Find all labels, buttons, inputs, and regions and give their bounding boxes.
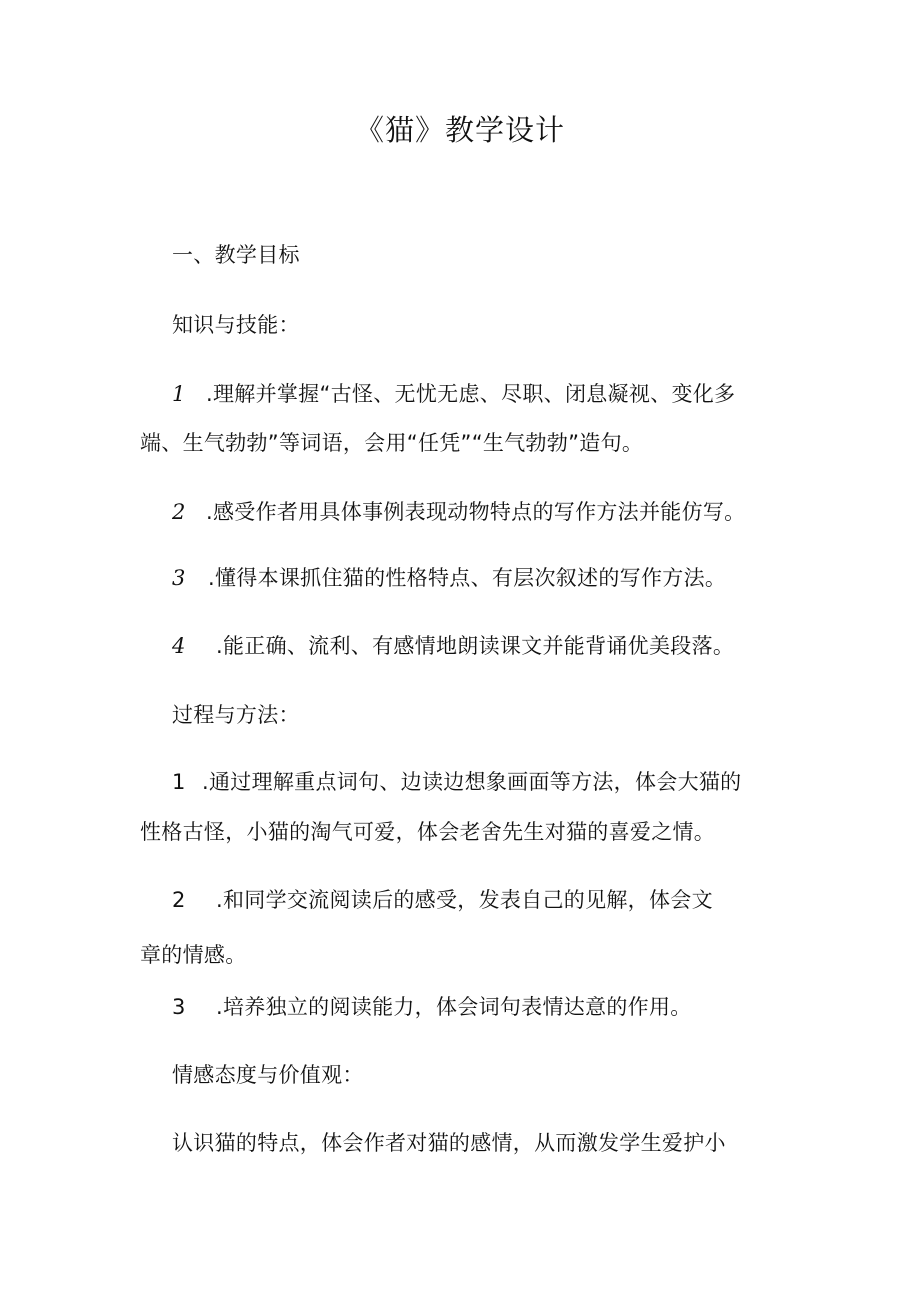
emotion-paragraph-line-1: 认识猫的特点，体会作者对猫的感情，从而激发学生爱护小 (172, 1131, 726, 1155)
process-item-3-text: .培养独立的阅读能力，体会词句表情达意的作用。 (216, 995, 692, 1019)
knowledge-item-4-text: .能正确、流利、有感情地朗读课文并能背诵优美段落。 (216, 634, 735, 658)
knowledge-item-1-line-2: 端、生气勃勃”等词语，会用“任凭”“生气勃勃”造句。 (140, 431, 644, 455)
subheading-emotion-values: 情感态度与价值观： (172, 1063, 364, 1087)
knowledge-item-3 (172, 563, 726, 593)
process-item-2-line-2: 章的情感。 (140, 943, 247, 967)
process-item-1-number: 1 (172, 770, 186, 794)
process-item-1-line-1 (172, 767, 741, 797)
knowledge-item-2 (172, 497, 745, 527)
process-item-1-line-2: 性格古怪，小猫的淘气可爱，体会老舍先生对猫的喜爱之情。 (140, 820, 716, 844)
process-item-3-number: 3 (172, 995, 186, 1019)
subheading-process-methods: 过程与方法： (172, 703, 300, 727)
process-item-3 (172, 992, 692, 1022)
knowledge-item-1-number: 1 (172, 382, 186, 406)
subheading-knowledge-skills: 知识与技能： (172, 313, 300, 337)
knowledge-item-1-line-1 (172, 379, 735, 409)
knowledge-item-4-number: 4 (172, 634, 186, 658)
section-heading-teaching-goals: 一、教学目标 (172, 243, 300, 267)
process-item-2-number: 2 (172, 888, 186, 912)
process-item-2-line-1 (172, 885, 713, 915)
knowledge-item-3-number: 3 (172, 566, 186, 590)
process-item-1-text: .通过理解重点词句、边读边想象画面等方法，体会大猫的 (202, 770, 742, 794)
knowledge-item-3-text: .懂得本课抓住猫的性格特点、有层次叙述的写作方法。 (208, 566, 727, 590)
process-item-2-text: .和同学交流阅读后的感受，发表自己的见解，体会文 (216, 888, 713, 912)
knowledge-item-2-number: 2 (172, 500, 186, 524)
knowledge-item-4 (172, 631, 734, 661)
knowledge-item-2-text: .感受作者用具体事例表现动物特点的写作方法并能仿写。 (206, 500, 746, 524)
document-title: 《猫》教学设计 (354, 113, 565, 147)
knowledge-item-1-text: .理解并掌握“古怪、无忧无虑、尽职、闭息凝视、变化多 (206, 382, 736, 406)
